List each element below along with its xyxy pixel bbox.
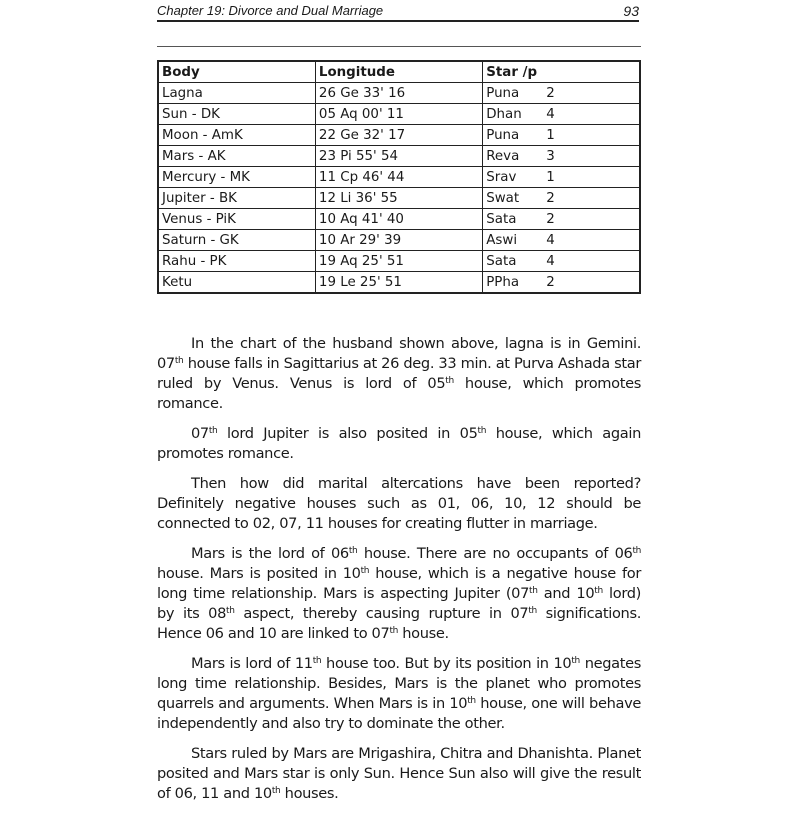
cell-body: Mars - AK (158, 146, 315, 167)
cell-longitude: 26 Ge 33' 16 (315, 83, 482, 104)
paragraph (157, 334, 641, 414)
cell-longitude: 10 Ar 29' 39 (315, 230, 482, 251)
cell-body: Sun - DK (158, 104, 315, 125)
ordinal-suffix: th (445, 376, 454, 386)
ordinal-suffix: th (632, 546, 641, 556)
page-number: 93 (623, 3, 639, 19)
star-name: Reva (486, 148, 520, 164)
text-run: house falls in Sagittarius at 26 deg. 33 min. at Purva Ashada star ruled by Venus. Venus is lord of 05 (157, 355, 641, 392)
ordinal-suffix: th (360, 566, 370, 576)
cell-longitude: 05 Aq 00' 11 (315, 104, 482, 125)
text-run: house, which is a negative house for long time relationship. Mars is aspecting Jupiter (07 (157, 565, 642, 602)
text-run: Mars is lord of 11 (191, 655, 313, 672)
table-row (158, 146, 640, 167)
text-run: and 10 (537, 585, 595, 602)
text-run: In the chart of the husband shown above, lagna is in Gemini. 07 (157, 335, 641, 372)
star-name: Swat (486, 190, 520, 206)
cell-star (483, 83, 640, 104)
table-row (158, 83, 640, 104)
ordinal-suffix: th (528, 606, 537, 616)
cell-body: Jupiter - BK (158, 188, 315, 209)
table-row (158, 125, 640, 146)
paragraph (157, 544, 641, 644)
text-run: house, which promotes romance. (157, 375, 641, 412)
table-row (158, 272, 640, 294)
cell-star (483, 167, 640, 188)
ordinal-suffix: th (529, 586, 538, 596)
ordinal-suffix: th (208, 426, 218, 436)
running-header (157, 1, 641, 21)
divider-rule (157, 46, 641, 47)
paragraph (157, 744, 641, 804)
paragraph (157, 654, 641, 734)
pada-number: 4 (546, 232, 555, 248)
pada-number: 4 (546, 253, 555, 269)
table-header-row (158, 61, 640, 83)
cell-body: Lagna (158, 83, 315, 104)
chapter-title: Chapter 19: Divorce and Dual Marriage (157, 3, 384, 18)
pada-number: 2 (546, 190, 555, 206)
table-row (158, 188, 640, 209)
text-run: aspect, thereby causing rupture in 07 (234, 605, 529, 622)
cell-longitude: 11 Cp 46' 44 (315, 167, 482, 188)
star-name: Puna (486, 85, 520, 101)
paragraph (157, 474, 641, 534)
header-rule (157, 20, 639, 22)
cell-longitude: 12 Li 36' 55 (315, 188, 482, 209)
ordinal-suffix: th (271, 786, 281, 796)
text-run: Stars ruled by Mars are Mrigashira, Chitra and Dhanishta. Planet posited and Mars star is only Sun. Hence Sun also will give the result of 06, 11 and 10 (157, 745, 641, 802)
cell-star (483, 125, 640, 146)
pada-number: 2 (546, 85, 555, 101)
cell-longitude: 19 Le 25' 51 (315, 272, 482, 294)
cell-star (483, 251, 640, 272)
cell-body: Ketu (158, 272, 315, 294)
paragraph (157, 424, 641, 464)
text-run: negates long time relationship. Besides, Mars is the planet who promotes quarrels and arguments. When Mars is in 10 (157, 655, 642, 712)
cell-body: Saturn - GK (158, 230, 315, 251)
cell-body: Rahu - PK (158, 251, 315, 272)
pada-number: 1 (546, 169, 555, 185)
table-row (158, 209, 640, 230)
text-run: 07 (191, 425, 209, 442)
cell-star (483, 146, 640, 167)
cell-longitude: 19 Aq 25' 51 (315, 251, 482, 272)
star-name: PPha (486, 274, 520, 290)
text-run: house, which again promotes romance. (157, 425, 641, 462)
cell-longitude: 10 Aq 41' 40 (315, 209, 482, 230)
body-text (157, 334, 641, 814)
column-header-body: Body (158, 61, 315, 83)
column-header-longitude: Longitude (315, 61, 482, 83)
cell-longitude: 22 Ge 32' 17 (315, 125, 482, 146)
text-run: houses. (280, 785, 339, 802)
table-row (158, 251, 640, 272)
cell-body: Venus - PiK (158, 209, 315, 230)
text-run: significations. Hence 06 and 10 are linked to 07 (157, 605, 641, 642)
text-run: house too. But by its position in 10 (321, 655, 572, 672)
star-name: Sata (486, 211, 517, 227)
ordinal-suffix: th (348, 546, 358, 556)
text-run: Then how did marital altercations have been reported? Definitely negative houses such as 01, 06, 10, 12 should be connected to 02, 07, 11 houses for creating flutter in marriage. (157, 475, 641, 532)
planet-positions-table (157, 60, 641, 294)
cell-body: Moon - AmK (158, 125, 315, 146)
star-name: Dhan (486, 106, 522, 122)
ordinal-suffix: th (174, 356, 184, 366)
cell-star (483, 230, 640, 251)
cell-star (483, 209, 640, 230)
ordinal-suffix: th (594, 586, 603, 596)
ordinal-suffix: th (312, 656, 322, 666)
star-name: Srav (486, 169, 517, 185)
text-run: house. Mars is posited in 10 (157, 565, 361, 582)
text-run: house. There are no occupants of 06 (357, 545, 633, 562)
star-name: Aswi (486, 232, 518, 248)
star-name: Puna (486, 127, 520, 143)
table-row (158, 167, 640, 188)
cell-star (483, 104, 640, 125)
pada-number: 2 (546, 274, 555, 290)
pada-number: 4 (546, 106, 555, 122)
star-name: Sata (486, 253, 517, 269)
ordinal-suffix: th (226, 606, 235, 616)
pada-number: 3 (546, 148, 555, 164)
ordinal-suffix: th (477, 426, 487, 436)
text-run: house. (397, 625, 449, 642)
text-run: lord Jupiter is also posited in 05 (217, 425, 478, 442)
table-row (158, 104, 640, 125)
text-run: house, one will behave independently and also try to dominate the other. (157, 695, 641, 732)
cell-star (483, 188, 640, 209)
ordinal-suffix: th (571, 656, 580, 666)
cell-longitude: 23 Pi 55' 54 (315, 146, 482, 167)
ordinal-suffix: th (389, 626, 398, 636)
text-run: Mars is the lord of 06 (191, 545, 349, 562)
cell-body: Mercury - MK (158, 167, 315, 188)
pada-number: 2 (546, 211, 555, 227)
ordinal-suffix: th (467, 696, 476, 706)
table-row (158, 230, 640, 251)
text-run: lord) by its 08 (157, 585, 641, 622)
pada-number: 1 (546, 127, 555, 143)
cell-star (483, 272, 640, 294)
column-header-star: Star /p (483, 61, 640, 83)
